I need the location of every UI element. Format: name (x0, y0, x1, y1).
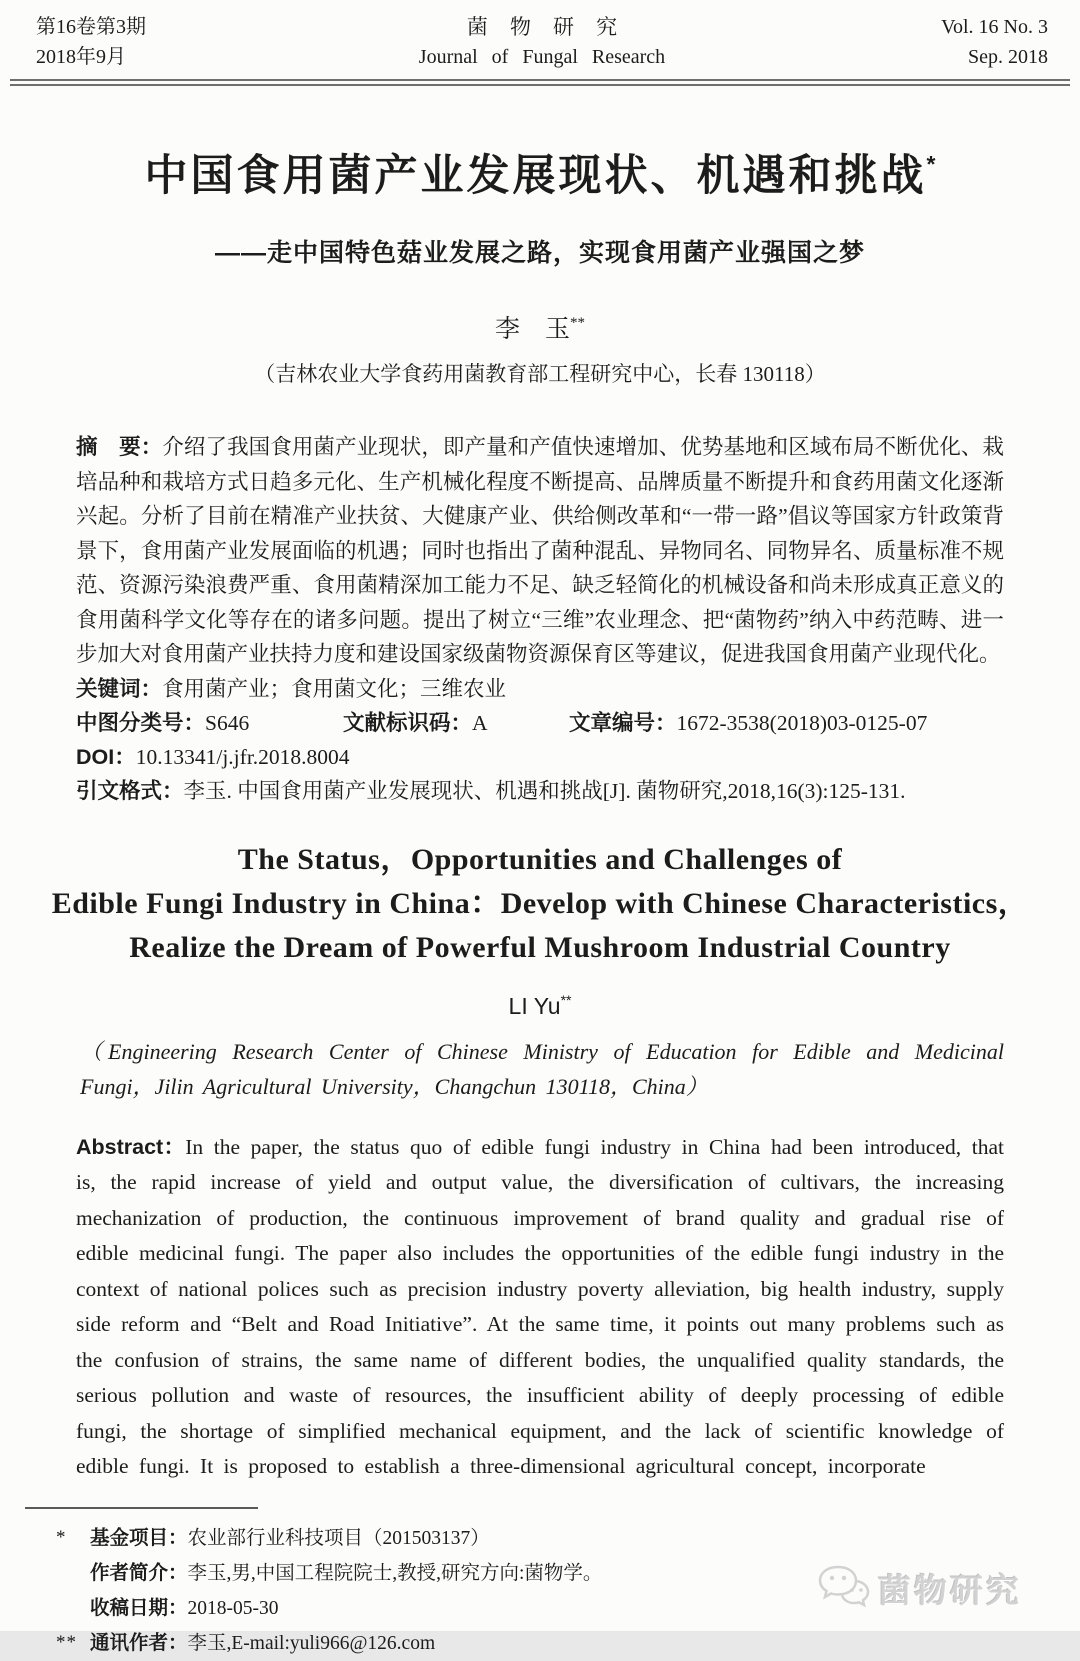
corresponding-label: 通讯作者： (90, 1631, 188, 1654)
author-en-mark: ** (560, 991, 572, 1008)
fund-label: 基金项目： (90, 1526, 188, 1549)
author-en (0, 992, 1080, 1020)
corresponding-mark: ** (56, 1631, 77, 1653)
abstract-cn (76, 430, 1004, 672)
article-title-cn (0, 142, 1080, 203)
doc-code-segment (343, 706, 569, 740)
article-title-cn-text: 中国食用菌产业发展现状、机遇和挑战 (144, 152, 927, 200)
clc-value: S646 (205, 710, 250, 735)
footnote-corresponding (56, 1626, 1080, 1661)
wechat-bubbles-icon (818, 1564, 870, 1613)
article-id-value: 1672-3538(2018)03-0125-07 (676, 710, 928, 735)
doc-code-label: 文献标识码： (343, 710, 473, 735)
abstract-en-label: Abstract： (76, 1134, 186, 1159)
keywords-line (76, 672, 1004, 706)
citation-label: 引文格式： (76, 778, 184, 803)
fund-content (90, 1521, 490, 1556)
received-text: 2018-05-30 (187, 1597, 279, 1619)
title-footnote-mark: * (926, 151, 936, 177)
doc-code-value: A (472, 710, 488, 735)
author-corresponding-mark: ** (570, 315, 585, 331)
front-matter (0, 430, 1080, 808)
received-mark-empty (56, 1591, 90, 1626)
fund-text: 农业部行业科技项目（201503137） (187, 1527, 490, 1549)
bio-content (90, 1556, 602, 1591)
english-block (0, 1034, 1080, 1485)
date-en: Sep. 2018 (968, 46, 1048, 68)
doi-value: 10.13341/j.jfr.2018.8004 (135, 744, 350, 769)
clc-label: 中图分类号： (76, 710, 206, 735)
corresponding-content (90, 1626, 435, 1661)
citation-value: 李玉. 中国食用菌产业发展现状、机遇和挑战[J]. 菌物研究,2018,16(3):125-131. (183, 778, 906, 803)
footnote-divider (25, 1507, 258, 1509)
author-cn-name: 李 玉 (494, 316, 570, 343)
bio-text: 李玉,男,中国工程院院士,教授,研究方向:菌物学。 (187, 1562, 603, 1584)
journal-name-en: Journal of Fungal Research (418, 46, 666, 68)
keywords-label: 关键词： (76, 676, 163, 701)
volume-issue-cn: 第16卷第3期 (36, 16, 146, 38)
journal-header (0, 0, 1080, 76)
article-id-label: 文章编号： (569, 710, 677, 735)
doi-label: DOI： (76, 744, 136, 769)
volume-issue-en: Vol. 16 No. 3 (941, 16, 1048, 38)
title-en-line1: The Status，Opportunities and Challenges of (237, 842, 843, 876)
citation-line (76, 774, 1004, 808)
clc-segment (76, 706, 343, 740)
received-content (90, 1591, 279, 1626)
bio-label: 作者简介： (90, 1561, 188, 1584)
date-cn: 2018年9月 (36, 46, 126, 68)
article-title-en (0, 838, 1080, 970)
footnote-fund (56, 1521, 1080, 1556)
header-right (868, 12, 1048, 72)
journal-watermark (818, 1564, 1022, 1613)
corresponding-text: 李玉,E-mail:yuli966@126.com (187, 1632, 436, 1654)
abstract-en (76, 1130, 1004, 1485)
classification-line (76, 706, 1004, 740)
bio-mark-empty (56, 1556, 90, 1591)
author-cn (0, 309, 1080, 345)
affiliation-cn: （吉林农业大学食药用菌教育部工程研究中心，长春 130118） (254, 362, 826, 386)
received-label: 收稿日期： (90, 1596, 188, 1619)
journal-name-cn: 菌物研究 (466, 15, 640, 39)
author-en-name: LI Yu (508, 992, 561, 1019)
keywords-text: 食用菌产业；食用菌文化；三维农业 (162, 676, 507, 701)
header-left (36, 12, 216, 72)
doi-line (76, 740, 1004, 774)
affiliation-en: （Engineering Research Center of Chinese Ministry of Education for Edible and Medicinal Fungi，Jilin Agricultural University，Changchun 130118，China） (80, 1038, 1004, 1099)
article-id-segment (569, 706, 927, 740)
title-en-line3: Realize the Dream of Powerful Mushroom Industrial Country (129, 930, 951, 964)
header-center (216, 12, 868, 72)
abstract-cn-text: 介绍了我国食用菌产业现状，即产量和产值快速增加、优势基地和区域布局不断优化、栽培品种和栽培方式日趋多元化、生产机械化程度不断提高、品牌质量不断提升和食药用菌文化逐渐兴起。分析了目前在精准产业扶贫、大健康产业、供给侧改革和“一带一路”倡议等国家方针政策背景下，食用菌产业发展面临的机遇；同时也指出了菌种混乱、异物同名、同物异名、质量标准不规范、资源污染浪费严重、食用菌精深加工能力不足、缺乏轻简化的机械设备和尚未形成真正意义的食用菌科学文化等存在的诸多问题。提出了树立“三维”农业理念、把“菌物药”纳入中药范畴、进一步加大对食用菌产业扶持力度和建设国家级菌物资源保育区等建议，促进我国食用菌产业现代化。 (76, 435, 1004, 666)
header-divider (10, 79, 1070, 86)
title-en-line2: Edible Fungi Industry in China：Develop with Chinese Characteristics， (51, 886, 1029, 920)
article-subtitle-cn: ——走中国特色菇业发展之路，实现食用菌产业强国之梦 (214, 239, 865, 267)
watermark-text: 菌物研究 (878, 1572, 1022, 1609)
abstract-en-text: In the paper, the status quo of edible fungi industry in China had been introduced, that is, the rapid increase of yield and output value, the diversification of cultivars, the increasing mechanization of production, the continuous improvement of brand quality and gradual rise of edible medicinal fungi. The paper also includes the opportunities of the edible fungi industry in the context of national polices such as precision industry poverty alleviation, big health industry, supply side reform and “Belt and Road Initiative”. At the same time, it points out many problems such as the confusion of strains, the same name of different bodies, the unqualified quality standards, the serious pollution and waste of resources, the insufficient ability of deeply processing of edible fungi, the shortage of simplified mechanical equipment, and the lack of scientific knowledge of edible fungi. It is proposed to establish a three-dimensional agricultural concept, incorporate (76, 1134, 1004, 1478)
fund-mark: * (56, 1526, 67, 1548)
abstract-cn-label: 摘 要： (76, 435, 163, 459)
